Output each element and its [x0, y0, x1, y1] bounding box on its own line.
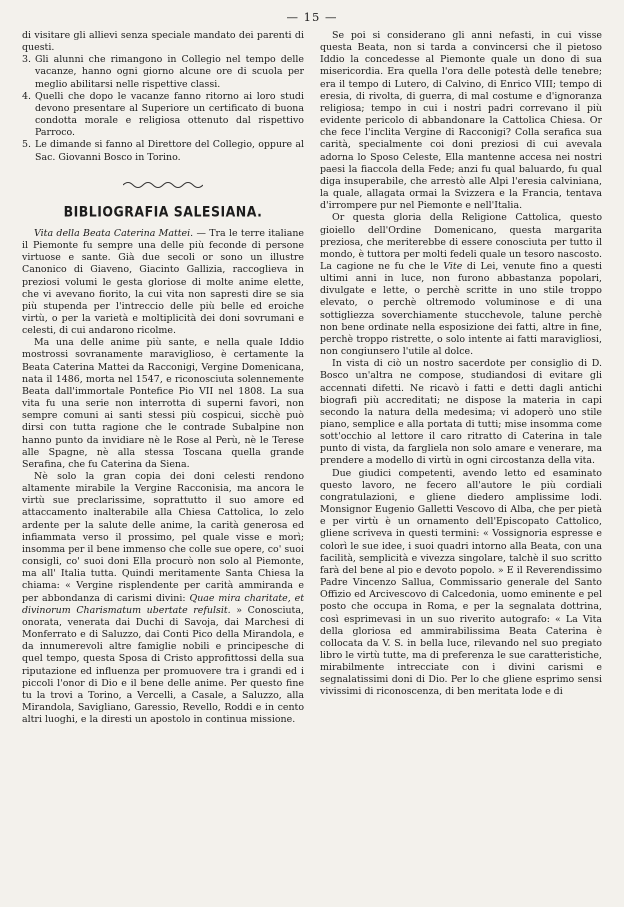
latin-quote: Quae mira charitate, et divinorum Charismatum ubertate refulsit.	[22, 592, 305, 616]
ornamental-divider	[22, 180, 304, 192]
rules-continuation: di visitare gli allievi senza speciale mandato dei parenti di questi.	[22, 30, 304, 54]
paragraph: Nè solo la gran copia dei doni celesti rendono altamente mirabile la Vergine Racconisia, ma ancora le virtù sue preclarissime, soprattutto il suo amore ed attaccamento inalterabile alla Chiesa Cattolica, lo zelo ardente per la salute delle anime, la carità generosa ed infiammata verso il prossimo, pel quale visse e morì; insomma per il bene immenso che colle sue opere, co' suoi consigli, co' suoi doni Ella procurò non solo al Piemonte, ma all' Italia tutta. Quindi meritamente Santa Chiesa la chiama: « Vergine risplendente per carità ammiranda e per abbondanza di carismi divini: Quae mira charitate, et divinorum Charismatum ubertate refulsit. » Conosciuta, onorata, venerata dai Duchi di Savoja, dai Marchesi di Monferrato e di Saluzzo, dai Conti Pico della Mirandola, e da innumerevoli altre famiglie nobili e principesche di quel tempo, questa Sposa di Cristo approfittossi della sua riputazione ed influenza per promuovere tra i grandi ed i piccoli l'onor di Dio e il bene delle anime. Per questo fine tu la trovi a Torino, a Vercelli, a Casale, a Saluzzo, alla Mirandola, Savigliano, Garessio, Revello, Roddi e in cento altri luoghi, e la diresti un apostolo in continua missione.	[22, 471, 305, 726]
right-column	[320, 30, 602, 726]
rules-list	[22, 54, 304, 163]
rule-item: 3. Gli alunni che rimangono in Collegio nel tempo delle vacanze, hanno ogni giorno alcune ore di scuola per meglio abilitarsi nelle rispettive classi.	[22, 54, 304, 90]
left-column	[22, 30, 304, 726]
paragraph: Vita della Beata Caterina Mattei. — Tra le terre italiane il Piemonte fu sempre una delle più feconde di persone virtuose e sante. Già due secoli or sono un illustre Canonico di Giaveno, Giacinto Gallizia, raccoglieva in preziosi volumi le gesta gloriose di molte anime elette, che vi avevano fiorito, la cui vita non sapresti dire se sia più stupenda per l'intreccio delle più belle ed eroiche virtù, o per la varietà e moltiplicità dei doni sovrumani e celesti, di cui andarono ricolme.	[22, 227, 304, 337]
rule-item: 4. Quelli che dopo le vacanze fanno ritorno ai loro studi devono presentare al Superiore un certificato di buona condotta morale e religiosa ottenuto dal rispettivo Parroco.	[22, 90, 304, 139]
paragraph: Se poi si considerano gli anni nefasti, in cui visse questa Beata, non si tarda a convincersi che il pietoso Iddio la concedesse al Piemonte quale un dono di sua misericordia. Era quella l'ora delle potestà delle tenebre; era il tempo di Lutero, di Calvino, di Enrico VIII; tempo di eresia, di rivolta, di guerra, di mal costume e d'ignoranza religiosa; tempo in cui i nostri padri correvano il più evidente pericolo di abbandonare la Cattolica Chiesa. Or che fece l'inclita Vergine di Racconigi? Colla serafica sua carità, specialmente coi doni preziosi di cui avevala adorna lo Sposo Celeste, Ella mantenne accesa nei nostri paesi la fiaccola della Fede; anzi fu qual baluardo, fu qual diga insuperabile, che arrestò alle Alpi l'eresia calviniana, la quale, allagata ormai la Svizzera e la Francia, tentava d'irrompere pur nel Piemonte e nell'Italia.	[320, 30, 602, 212]
paragraph: In vista di ciò un nostro sacerdote per consiglio di D. Bosco un'altra ne compose, studiandosi di evitare gli accennati difetti. Ne ricavò i fatti e detti dagli antichi biografi più accreditati; ne dispose la materia in capi secondo la natura della medesima; vi adoperò uno stile piano, semplice e alla portata di tutti; mise insomma come sott'occhio al lettore il caro ritratto di Caterina in tale punto di vista, da fargliela non solo amare e venerare, ma prendere a modello di virtù in ogni circostanza della vita.	[320, 358, 602, 467]
paragraph: Ma una delle anime più sante, e nella quale Iddio mostrossi sovranamente maraviglioso, è certamente la Beata Caterina Mattei da Racconigi, Vergine Domenicana, nata il 1486, morta nel 1547, e riconosciuta solennemente Beata dall'immortale Pontefice Pio VII nel 1808. La sua vita fu una serie non interrotta di superni favori, non sempre comuni ai santi stessi più cospicui, sicchè può dirsi con tutta ragione che le contrade Subalpine non hanno punto da invidiare nè le Rose al Perù, nè le Terese alle Spagne, nè alla stessa Toscana quella grande Serafina, che fu Caterina da Siena.	[22, 337, 304, 470]
paragraph: Due giudici competenti, avendo letto ed esaminato questo lavoro, ne fecero all'autore le più cordiali congratulazioni, e gliene diedero amplissime lodi. Monsignor Eugenio Galletti Vescovo di Alba, che per pietà e per virtù è un ornamento dell'Episcopato Cattolico, gliene scriveva in questi termini: « Vossignoria espresse e colorì le sue idee, i suoi quadri intorno alla Beata, con una facilità, semplicità e vivezza singolare, talchè il suo scritto farà del bene al pio e devoto popolo. » E il Reverendissimo Padre Vincenzo Sallua, Commissario generale del Santo Offizio ed Arcivescovo di Calcedonia, uomo eminente e pel posto che occupa in Roma, e per la segnalata dottrina, così esprimevasi in un suo riverito autografo: « La Vita della gloriosa ed ammirabilissima Beata Caterina è collocata da V. S. in bella luce, rilevando nel suo pregiato libro le virtù tutte, ma di preferenza le sue caratteristiche, mirabilmente intrecciate con i divini carismi e segnalatissimi doni di Dio. Per lo che gliene esprimo sensi vivissimi di riconoscenza, di ben meritata lode e di	[320, 467, 602, 698]
two-column-body	[22, 30, 602, 726]
page-number: — 15 —	[286, 10, 338, 24]
book-title: Vita della Beata Caterina Mattei.	[34, 227, 194, 239]
rule-item: 5. Le dimande si fanno al Direttore del Collegio, oppure al Sac. Giovanni Bosco in Torino.	[22, 139, 304, 163]
section-title: BIBLIOGRAFIA SALESIANA.	[63, 202, 263, 220]
paragraph: Or questa gloria della Religione Cattolica, questo gioiello dell'Ordine Domenicano, questa margarita preziosa, che meriterebbe di essere conosciuta per tutto il mondo, è tuttora per molti fedeli quale un tesoro nascosto. La cagione ne fu che le Vite di Lei, venute fino a questi ultimi anni in luce, non furono abbastanza popolari, divulgate e lette, o perchè scritte in uno stile troppo elevato, o perchè oltremodo voluminose e di una sottigliezza soverchiamente stucchevole, talune perchè non bene ordinate nella esposizione dei fatti, altre in fine, perchè troppo ristrette, o solo intente ai fatti maravigliosi, non congiunsero l'utile al dolce.	[320, 212, 602, 358]
wavy-rule-icon	[123, 180, 203, 190]
italic-word: Vite	[443, 260, 463, 272]
